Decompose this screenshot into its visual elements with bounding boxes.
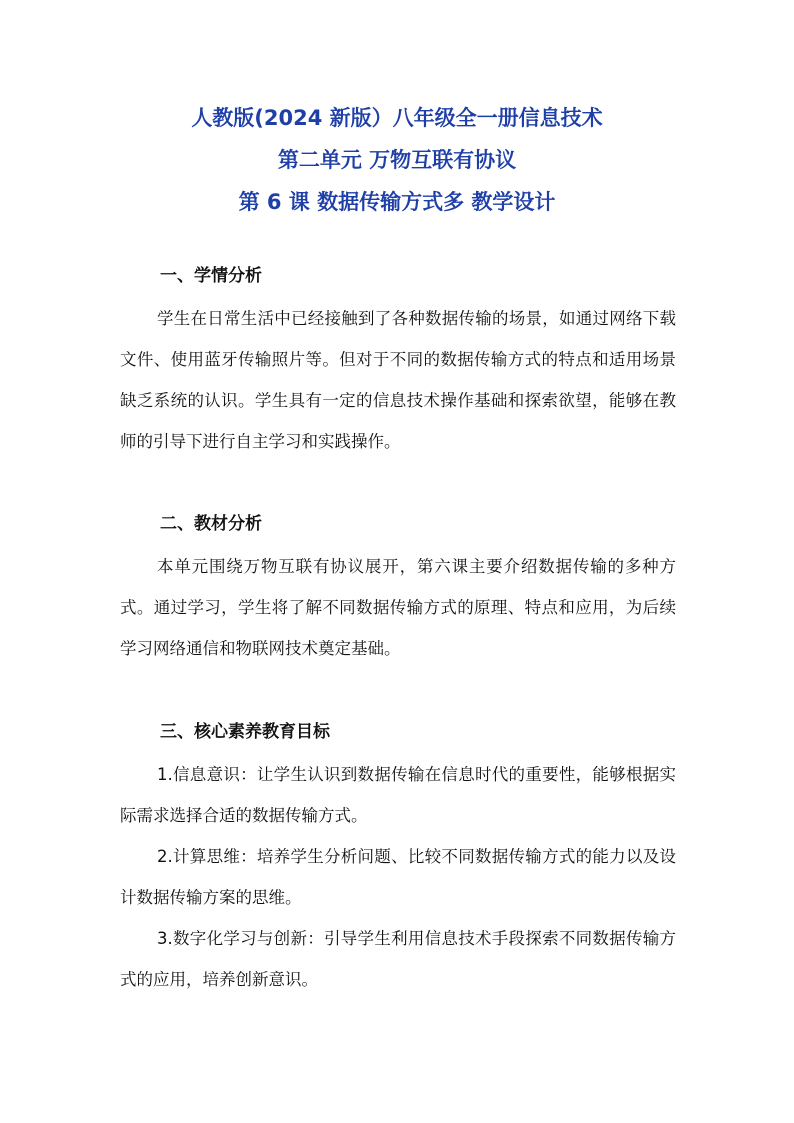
goal-item-digital-learning: 3.数字化学习与创新：引导学生利用信息技术手段探索不同数据传输方式的应用，培养创新意识。 — [120, 929, 676, 989]
section-heading-textbook-analysis: 二、教材分析 — [160, 514, 262, 534]
section-paragraph-textbook-analysis: 本单元围绕万物互联有协议展开，第六课主要介绍数据传输的多种方式。通过学习，学生将了解不同数据传输方式的原理、特点和应用，为后续学习网络通信和物联网技术奠定基础。 — [120, 557, 676, 658]
section-paragraph-learner-analysis: 学生在日常生活中已经接触到了各种数据传输的场景，如通过网络下载文件、使用蓝牙传输照片等。但对于不同的数据传输方式的特点和适用场景缺乏系统的认识。学生具有一定的信息技术操作基础和探索欲望，能够在教师的引导下进行自主学习和实践操作。 — [120, 309, 676, 451]
section-heading-learner-analysis: 一、学情分析 — [160, 266, 262, 286]
section-heading-core-goals: 三、核心素养教育目标 — [160, 722, 330, 742]
document-title-line1: 人教版(2024 新版）八年级全一册信息技术 — [191, 106, 603, 130]
goal-item-computational-thinking: 2.计算思维：培养学生分析问题、比较不同数据传输方式的能力以及设计数据传输方案的思维。 — [120, 847, 676, 907]
goal-item-information-awareness: 1.信息意识：让学生认识到数据传输在信息时代的重要性，能够根据实际需求选择合适的数据传输方式。 — [120, 765, 676, 825]
document-title-line3: 第 6 课 数据传输方式多 教学设计 — [238, 190, 556, 214]
document-title-line2: 第二单元 万物互联有协议 — [277, 148, 517, 172]
